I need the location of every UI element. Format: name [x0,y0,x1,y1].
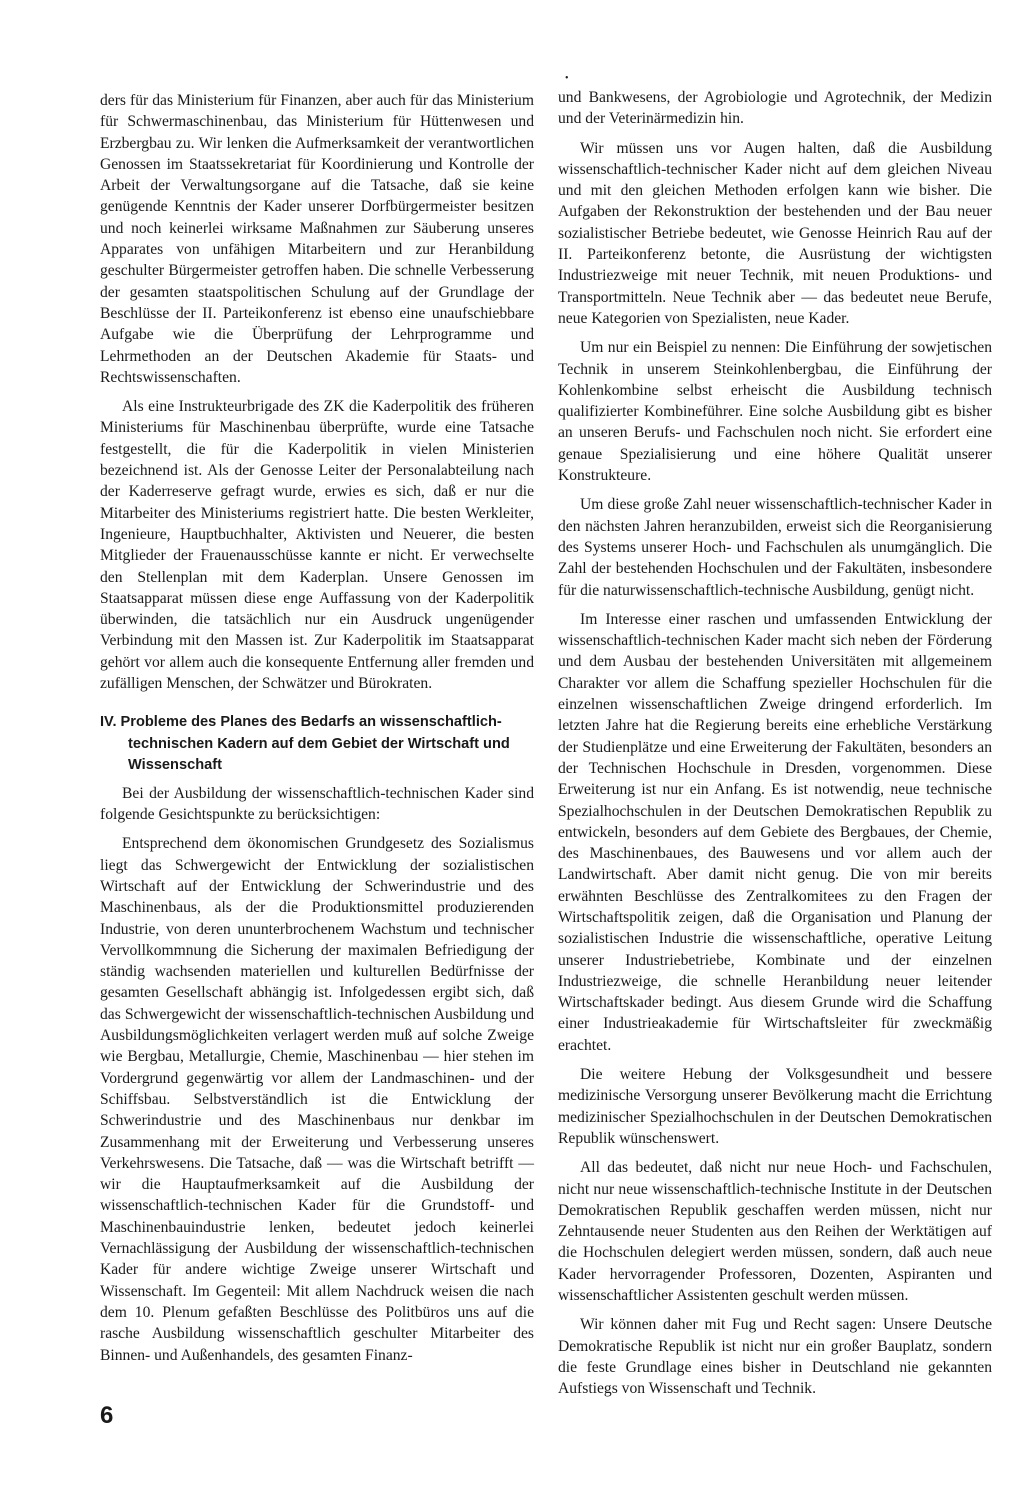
stray-mark: • [565,73,569,84]
paragraph: Als eine Instrukteurbrigade des ZK die Kaderpolitik des früheren Ministeriums für Maschinenbau überprüfte, wurde eine Tatsache festgestellt, die für die Kaderpolitik in vielen Ministerien bezeichnend ist. Als der Genosse Leiter der Personalabteilung nach der Kaderreserve gefragt wurde, erwies es sich, daß er nur die Mitarbeiter des Ministeriums registriert hatte. Die besten Werkleiter, Ingenieure, Hauptbuchhalter, Aktivisten und Neuerer, die besten Mitglieder der Frauenausschüsse kannte er nicht. Er verwechselte den Stellenplan mit dem Kaderplan. Unsere Genossen im Staatsapparat müssen diese enge Auffassung von der Kaderpolitik überwinden, die tatsächlich nur ein Ausdruck ungenügender Verbindung mit den Massen ist. Zur Kaderpolitik im Staatsapparat gehört vor allem auch die konsequente Entfernung aller fremden und zufälligen Menschen, der Schwätzer und Bürokraten. [100,398,534,693]
left-column [100,90,534,1374]
section-heading: IV. Probleme des Planes des Bedarfs an wissenschaftlich-technischen Kadern auf dem Gebiet der Wirtschaft und Wissenschaft [100,714,510,774]
page-number: 6 [100,1402,114,1429]
paragraph: ders für das Ministerium für Finanzen, aber auch für das Ministerium für Schwermaschinenbau, das Ministerium für Hüttenwesen und Erzbergbau zu. Wir lenken die Aufmerksamkeit der verantwortlichen Genossen im Staatssekretariat für Koordinierung und Kontrolle der Arbeit der Verwaltungsorgane auf die Tatsache, daß sie keine genügende Kenntnis der Kader unserer Dorfbürgermeister besitzen und noch keinerlei wirksame Maßnahmen zur Säuberung unseres Apparates von unfähigen Mitarbeitern und zur Heranbildung geschulter Bürgermeister getroffen haben. Die schnelle Verbesserung der gesamten staatspolitischen Schulung auf der Grundlage der Beschlüsse der II. Parteikonferenz ist ebenso eine unaufschiebbare Aufgabe wie die Überprüfung der Lehrprogramme und Lehrmethoden an der Deutschen Akademie für Staats- und Rechtswissenschaften. [100,92,534,386]
paragraph: Die weitere Hebung der Volksgesundheit und bessere medizinische Versorgung unserer Bevölkerung macht die Errichtung medizinischer Spezialhochschulen in der Deutschen Demokratischen Republik wünschenswert. [558,1066,992,1147]
paragraph: und Bankwesens, der Agrobiologie und Agrotechnik, der Medizin und der Veterinärmedizin hin. [558,89,992,128]
right-column [558,87,992,1408]
paragraph: Wir können daher mit Fug und Recht sagen: Unsere Deutsche Demokratische Republik ist nicht nur ein großer Bauplatz, sondern die feste Grundlage eines bisher in Deutschland nie gekannten Aufstiegs von Wissenschaft und Technik. [558,1316,992,1398]
paragraph: Um nur ein Beispiel zu nennen: Die Einführung der sowjetischen Technik in unserem Steinkohlenbergbau, die Einführung der Kohlenkombine selbst erheischt die Ausbildung technisch qualifizierter Kombineführer. Eine solche Ausbildung gibt es bisher an unseren Berufs- und Fachschulen noch nicht. Sie erfordert eine genaue Spezialisierung und eine höhere Qualität unserer Konstrukteure. [558,339,992,485]
paragraph: Entsprechend dem ökonomischen Grundgesetz des Sozialismus liegt das Schwergewicht der Entwicklung der sozialistischen Wirtschaft auf der Entwicklung der Schwerindustrie und des Maschinenbaus, als der die Produktionsmittel produzierenden Industrie, von deren ununterbrochenem Wachstum und technischer Vervollkommnung die Sicherung der maximalen Befriedigung der ständig wachsenden materiellen und kulturellen Bedürfnisse der gesamten Gesellschaft abhängig ist. Infolgedessen ergibt sich, daß das Schwergewicht der wissenschaftlich-technischen Ausbildung und Ausbildungsmöglichkeiten verlagert werden muß auf solche Zweige wie Bergbau, Metallurgie, Chemie, Maschinenbau — hier stehen im Vordergrund gegenwärtig vor allem der Landmaschinen- und der Schiffsbau. Selbstverständlich ist die Entwicklung der Schwerindustrie und des Maschinenbaus nur denkbar im Zusammenhang mit der Erweiterung und Verbesserung unseres Verkehrswesens. Die Tatsache, daß — was die Wirtschaft betrifft — wir die Hauptaufmerksamkeit auf die Ausbildung der wissenschaftlich-technischen Kader für die Grundstoff- und Maschinenbauindustrie lenken, bedeutet jedoch keinerlei Vernachlässigung der Ausbildung der wissenschaftlich-technischen Kader für andere wichtige Zweige unserer Wirtschaft und Wissenschaft. Im Gegenteil: Mit allem Nachdruck weisen die nach dem 10. Plenum gefaßten Beschlüsse des Politbüros uns auf die rasche Ausbildung wissenschaftlich geschulter Mitarbeiter des Binnen- und Außenhandels, des gesamten Finanz- [100,835,534,1364]
paragraph: Bei der Ausbildung der wissenschaftlich-technischen Kader sind folgende Gesichtspunkte zu berücksichtigen: [100,784,534,824]
paragraph: Wir müssen uns vor Augen halten, daß die Ausbildung wissenschaftlich-technischer Kader nicht auf dem gleichen Niveau und mit den gleichen Methoden erfolgen kann wie bisher. Die Aufgaben der Rekonstruktion der bestehenden und der Bau neuer sozialistischer Betriebe bedeutet, wie Genosse Heinrich Rau auf der II. Parteikonferenz betonte, die Ausrüstung der wichtigsten Industriezweige mit neuer Technik, mit neuen Produktions- und Transportmitteln. Neue Technik aber — das bedeutet neue Berufe, neue Kategorien von Spezialisten, neue Kader. [558,139,992,327]
paragraph: All das bedeutet, daß nicht nur neue Hoch- und Fachschulen, nicht nur neue wissenschaftlich-technische Institute in der Deutschen Demokratischen Republik geschaffen werden müssen, nicht nur Zehntausende neuer Studenten aus den Reihen der Werktätigen auf die Hochschulen delegiert werden müssen, sondern, daß auch neue Kader hervorragender Professoren, Dozenten, Aspiranten und wissenschaftlicher Assistenten geschult werden müssen. [558,1159,992,1305]
paragraph: Um diese große Zahl neuer wissenschaftlich-technischer Kader in den nächsten Jahren heranzubilden, erweist sich die Reorganisierung des Systems unserer Hoch- und Fachschulen als unumgänglich. Die Zahl der bestehenden Hochschulen und der Fakultäten, insbesondere für die naturwissenschaftlich-technische Ausbildung, genügt nicht. [558,496,992,599]
paragraph: Im Interesse einer raschen und umfassenden Entwicklung der wissenschaftlich-technischen Kader macht sich neben der Förderung und dem Ausbau der bestehenden Universitäten mit allgemeinem Charakter vor allem die Schaffung spezieller Hochschulen für die einzelnen wissenschaftlichen Zweige dringend erforderlich. Im letzten Jahre hat die Regierung bereits eine erhebliche Verstärkung der Studienplätze und eine Erweiterung der Fakultäten, besonders an der Technischen Hochschule in Dresden, vorgenommen. Diese Erweiterung ist nur ein Anfang. Es ist notwendig, neue technische Spezialhochschulen in der Deutschen Demokratischen Republik zu entwickeln, besonders auf dem Gebiete des Bergbaues, der Chemie, des Maschinenbaues, des Bauwesens und vor allem auch der Landwirtschaft. Aber damit nicht genug. Die von mir bereits erwähnten Beschlüsse des Zentralkomitees zu den Fragen der Wirtschaftspolitik zeigen, daß die Organisation und Planung der sozialistischen Industrie die wissenschaftliche, operative Leitung unserer Industriebetriebe, Kombinate und der einzelnen Industriezweige, die schnelle Heranbildung neuer leitender Wirtschaftskader bedingt. Aus diesem Grunde wird die Schaffung einer Industrieakademie für Wirtschaftsleiter für zweckmäßig erachtet. [558,610,992,1054]
